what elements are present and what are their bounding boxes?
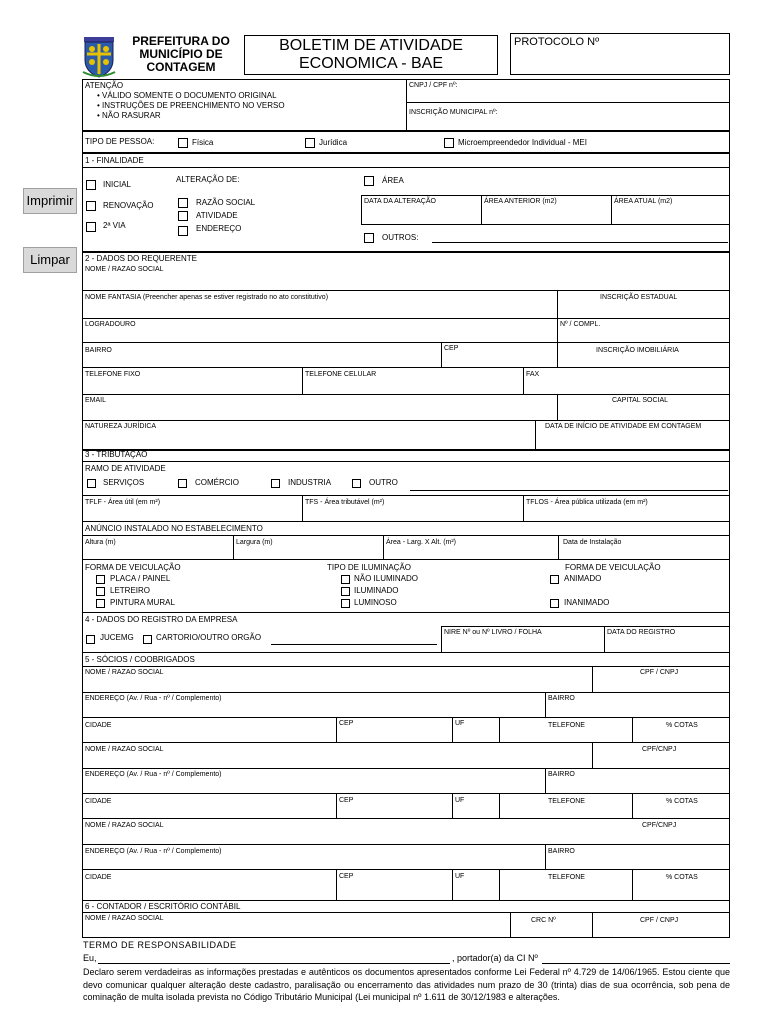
data-alteracao-label: DATA DA ALTERAÇÃO xyxy=(364,198,436,205)
socio-2-cpf-label[interactable]: CPF/CNPJ xyxy=(642,746,677,753)
print-button[interactable]: Imprimir xyxy=(23,188,77,214)
data-inicio-label[interactable]: DATA DE INÍCIO DE ATIVIDADE EM CONTAGEM xyxy=(545,423,702,430)
comercio-checkbox[interactable] xyxy=(178,479,187,488)
requerente-title: 2 - DADOS DO REQUERENTE xyxy=(85,254,198,263)
telefone-fixo-label[interactable]: TELEFONE FIXO xyxy=(85,371,141,378)
inanimado-checkbox[interactable] xyxy=(550,599,559,608)
altura-label[interactable]: Altura (m) xyxy=(85,539,116,546)
data-instalacao-label[interactable]: Data de Instalação xyxy=(563,539,622,546)
area-atual-label: ÁREA ATUAL (m2) xyxy=(614,198,673,205)
finalidade-title: 1 - FINALIDADE xyxy=(85,156,144,165)
socio-2-cep-label[interactable]: CEP xyxy=(339,797,354,804)
socios-title: 5 - SÓCIOS / COOBRIGADOS xyxy=(85,655,195,664)
animado-label: ANIMADO xyxy=(564,574,602,583)
inanimado-label: INANIMADO xyxy=(564,598,610,607)
contador-title: 6 - CONTADOR / ESCRITÓRIO CONTÁBIL xyxy=(85,902,241,911)
socio-2-nome-label[interactable]: NOME / RAZAO SOCIAL xyxy=(85,746,164,753)
outros-checkbox[interactable] xyxy=(364,233,374,243)
razao-social-label: RAZÃO SOCIAL xyxy=(196,198,256,207)
iluminado-checkbox[interactable] xyxy=(341,587,350,596)
attention-title: ATENÇÃO xyxy=(85,81,124,90)
luminoso-label: LUMINOSO xyxy=(354,598,397,607)
juridica-checkbox[interactable] xyxy=(305,138,315,148)
socio-2-bairro-label[interactable]: BAIRRO xyxy=(548,771,575,778)
renovacao-label: RENOVAÇÃO xyxy=(103,201,154,210)
letreiro-checkbox[interactable] xyxy=(96,587,105,596)
fax-label[interactable]: FAX xyxy=(526,371,540,378)
socio-1-nome-label[interactable]: NOME / RAZAO SOCIAL xyxy=(85,669,164,676)
socio-1-cotas-label[interactable]: % COTAS xyxy=(666,722,698,729)
socio-1-telefone-label[interactable]: TELEFONE xyxy=(548,722,585,729)
tflf-label[interactable]: TFLF - Área útil (em m²) xyxy=(85,499,161,506)
area-checkbox[interactable] xyxy=(364,176,374,186)
numero-label[interactable]: Nº / COMPL. xyxy=(560,321,601,328)
nire-label[interactable]: NIRE Nº ou Nº LIVRO / FOLHA xyxy=(444,629,542,636)
natureza-juridica-label[interactable]: NATUREZA JURÍDICA xyxy=(85,423,157,430)
form-title xyxy=(244,35,498,75)
crc-label[interactable]: CRC Nº xyxy=(531,917,556,924)
contador-nome-label[interactable]: NOME / RAZAO SOCIAL xyxy=(85,915,164,922)
socio-3-cidade-label[interactable]: CIDADE xyxy=(85,874,112,881)
title-line-1: BOLETIM DE ATIVIDADE xyxy=(279,37,463,54)
cnpj-label: CNPJ / CPF nº: xyxy=(409,82,458,89)
socio-1-endereco-label[interactable]: ENDEREÇO (Av. / Rua - nº / Complemento) xyxy=(85,695,222,702)
industria-label: INDUSTRIA xyxy=(288,478,332,487)
org-line-1: PREFEITURA DO xyxy=(132,34,230,48)
iluminado-label: ILUMINADO xyxy=(354,586,399,595)
protocol-label: PROTOCOLO Nº xyxy=(514,36,600,48)
comercio-label: COMÉRCIO xyxy=(195,478,239,487)
protocol-box[interactable] xyxy=(510,33,730,75)
socio-1-cep-label[interactable]: CEP xyxy=(339,720,354,727)
largura-label[interactable]: Largura (m) xyxy=(236,539,273,546)
pintura-label: PINTURA MURAL xyxy=(110,598,175,607)
nome-razao-label[interactable]: NOME / RAZAO SOCIAL xyxy=(85,266,164,273)
termo-portador-label: , portador(a) da CI Nº xyxy=(452,953,538,963)
socio-2-endereco-label[interactable]: ENDEREÇO (Av. / Rua - nº / Complemento) xyxy=(85,771,222,778)
title-line-2: ECONOMICA - BAE xyxy=(298,55,444,72)
org-line-3: CONTAGEM xyxy=(146,60,216,74)
ramo-atividade-label: RAMO DE ATIVIDADE xyxy=(85,464,166,473)
atividade-label: ATIVIDADE xyxy=(196,211,238,220)
socio-3-bairro-label[interactable]: BAIRRO xyxy=(548,848,575,855)
tflos-label[interactable]: TFLOS - Área pública utilizada (em m²) xyxy=(526,499,648,506)
forma-veiculacao-2-label: FORMA DE VEICULAÇÃO xyxy=(565,563,661,572)
area-anterior-label: ÁREA ANTERIOR (m2) xyxy=(484,198,557,205)
clear-button[interactable]: Limpar xyxy=(23,247,77,273)
attention-item-3: • NÃO RASURAR xyxy=(97,111,161,120)
termo-text: Declaro serem verdadeiras as informações prestadas e autênticos os documentos apresentados conforme Lei Federal nº 4.729 de 14/06/1965. Estou ciente que devo comunicar qualquer alteração deste cadastro, paralisação ou encerramento das atividades num prazo de 30 (trinta) dias de sua ocorrência, sob pena de cominação de multa isolada prevista no Código Tributário Municipal (Lei municipal nº 1.611 de 30/12/1983 e alterações. xyxy=(83,967,730,1002)
socio-3-endereco-label[interactable]: ENDEREÇO (Av. / Rua - nº / Complemento) xyxy=(85,848,222,855)
mei-label: Microempreendedor Individual - MEI xyxy=(458,138,587,147)
area-label: ÁREA xyxy=(382,176,404,185)
nao-iluminado-label: NÃO ILUMINADO xyxy=(354,574,419,583)
inscricao-imobiliaria-label[interactable]: INSCRIÇÃO IMOBILIÁRIA xyxy=(596,347,679,354)
inscricao-municipal-label: INSCRIÇÃO MUNICIPAL nº: xyxy=(409,109,498,116)
segunda-via-checkbox[interactable] xyxy=(86,222,96,232)
data-registro-label[interactable]: DATA DO REGISTRO xyxy=(607,629,676,636)
logradouro-label[interactable]: LOGRADOURO xyxy=(85,321,136,328)
outro-checkbox[interactable] xyxy=(352,479,361,488)
tributacao-title: 3 - TRIBUTAÇÃO xyxy=(85,450,148,459)
servicos-checkbox[interactable] xyxy=(87,479,96,488)
registro-title: 4 - DADOS DO REGISTRO DA EMPRESA xyxy=(85,615,238,624)
inicial-label: INICIAL xyxy=(103,180,132,189)
attention-item-1: • VÁLIDO SOMENTE O DOCUMENTO ORIGINAL xyxy=(97,91,277,100)
bairro-label[interactable]: BAIRRO xyxy=(85,347,112,354)
cartorio-checkbox[interactable] xyxy=(143,635,152,644)
inicial-checkbox[interactable] xyxy=(86,180,96,190)
placa-label: PLACA / PAINEL xyxy=(110,574,171,583)
capital-social-label[interactable]: CAPITAL SOCIAL xyxy=(612,397,669,404)
alteracao-label: ALTERAÇÃO DE: xyxy=(176,175,240,184)
email-label[interactable]: EMAIL xyxy=(85,397,107,404)
fisica-checkbox[interactable] xyxy=(178,138,188,148)
endereco-checkbox[interactable] xyxy=(178,226,188,236)
tipo-iluminacao-label: TIPO DE ILUMINAÇÃO xyxy=(327,563,412,572)
telefone-celular-label[interactable]: TELEFONE CELULAR xyxy=(305,371,377,378)
forma-veiculacao-label: FORMA DE VEICULAÇÃO xyxy=(85,563,181,572)
nome-fantasia-label[interactable]: NOME FANTASIA (Preencher apenas se estiver registrado no ato constitutivo) xyxy=(85,294,329,301)
socio-1-uf-label[interactable]: UF xyxy=(455,720,465,727)
servicos-label: SERVIÇOS xyxy=(103,478,145,487)
socio-2-cotas-label[interactable]: % COTAS xyxy=(666,798,698,805)
termo-eu-label: Eu, xyxy=(83,953,97,963)
socio-1-cidade-label[interactable]: CIDADE xyxy=(85,722,112,729)
jucemg-label: JUCEMG xyxy=(100,633,134,642)
socio-3-nome-label[interactable]: NOME / RAZAO SOCIAL xyxy=(85,822,164,829)
socio-2-telefone-label[interactable]: TELEFONE xyxy=(548,798,585,805)
placa-checkbox[interactable] xyxy=(96,575,105,584)
endereco-label: ENDEREÇO xyxy=(196,224,242,233)
juridica-label: Jurídica xyxy=(319,138,348,147)
atividade-checkbox[interactable] xyxy=(178,211,188,221)
mei-checkbox[interactable] xyxy=(444,138,454,148)
attention-item-2: • INSTRUÇÕES DE PREENCHIMENTO NO VERSO xyxy=(97,101,285,110)
socio-2-uf-label[interactable]: UF xyxy=(455,797,465,804)
jucemg-checkbox[interactable] xyxy=(86,635,95,644)
socio-3-cep-label[interactable]: CEP xyxy=(339,873,354,880)
inscricao-estadual-label[interactable]: INSCRIÇÃO ESTADUAL xyxy=(600,294,678,301)
coat-of-arms-logo xyxy=(81,36,117,78)
termo-title: TERMO DE RESPONSABILIDADE xyxy=(83,940,237,950)
socio-1-bairro-label[interactable]: BAIRRO xyxy=(548,695,575,702)
cartorio-label: CARTORIO/OUTRO ORGÃO xyxy=(156,633,262,642)
fisica-label: Física xyxy=(192,138,214,147)
socio-2-cidade-label[interactable]: CIDADE xyxy=(85,798,112,805)
org-line-2: MUNICÍPIO DE xyxy=(139,47,223,61)
socio-3-telefone-label[interactable]: TELEFONE xyxy=(548,874,585,881)
anuncio-title: ANÚNCIO INSTALADO NO ESTABELECIMENTO xyxy=(85,524,263,533)
socio-3-uf-label[interactable]: UF xyxy=(455,873,465,880)
org-name xyxy=(120,35,242,74)
outro-label: OUTRO xyxy=(369,478,398,487)
industria-checkbox[interactable] xyxy=(271,479,280,488)
socio-3-cpf-label[interactable]: CPF/CNPJ xyxy=(642,822,677,829)
renovacao-checkbox[interactable] xyxy=(86,201,96,211)
tipo-pessoa-label: TIPO DE PESSOA: xyxy=(85,137,155,146)
socio-3-cotas-label[interactable]: % COTAS xyxy=(666,874,698,881)
animado-checkbox[interactable] xyxy=(550,575,559,584)
cep-label[interactable]: CEP xyxy=(444,345,459,352)
contador-cpf-label[interactable]: CPF / CNPJ xyxy=(640,917,679,924)
segunda-via-label: 2ª VIA xyxy=(103,221,126,230)
luminoso-checkbox[interactable] xyxy=(341,599,350,608)
outros-label: OUTROS: xyxy=(382,233,419,242)
socio-1-cpf-label[interactable]: CPF / CNPJ xyxy=(640,669,679,676)
razao-social-checkbox[interactable] xyxy=(178,198,188,208)
nao-iluminado-checkbox[interactable] xyxy=(341,575,350,584)
tfs-label[interactable]: TFS - Área tributável (m²) xyxy=(305,499,385,506)
letreiro-label: LETREIRO xyxy=(110,586,151,595)
anuncio-area-label[interactable]: Área - Larg. X Alt. (m²) xyxy=(386,539,457,546)
pintura-checkbox[interactable] xyxy=(96,599,105,608)
